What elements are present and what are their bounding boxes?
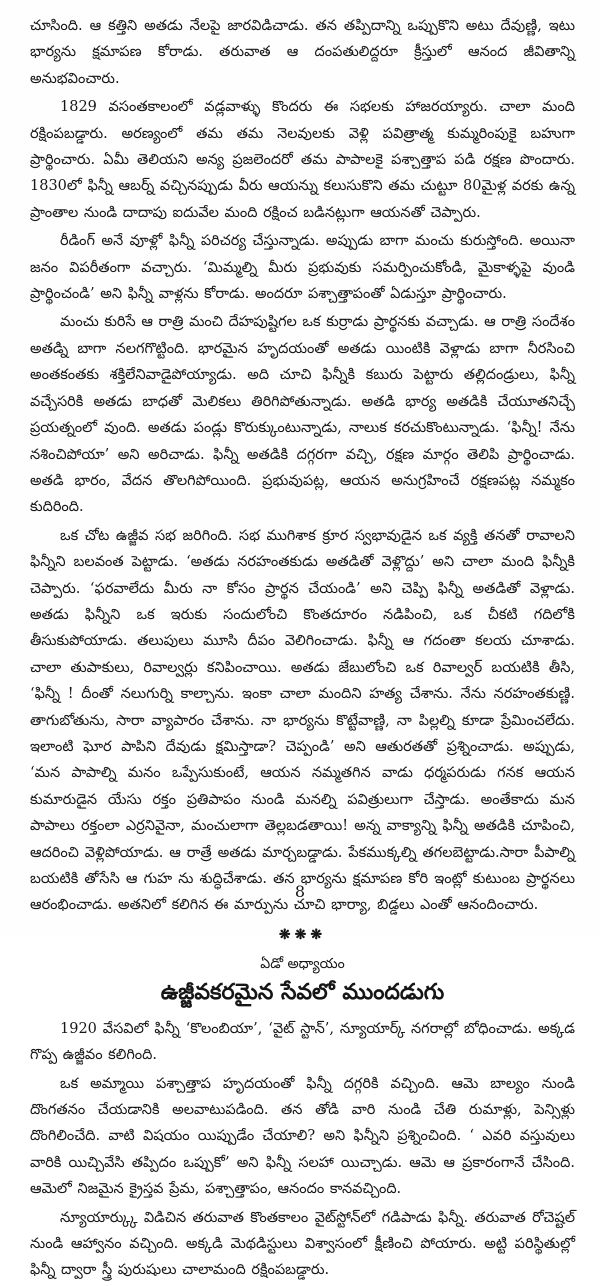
section-divider-ornament-icon: ❋❋❋ (278, 926, 327, 943)
paragraph: ఒక చోట ఉజ్జీవ సభ జరిగింది. సభ ముగిశాక క్రూర స్వభావుడైన ఒక వ్యక్తి తనతో రావాలని ఫిన్నీని బలవంత పెట్టాడు. ‘అతడు నరహంతకుడు అతడితో వెళ్లొద్దు’ అని చాలా మంది ఫిన్నీకి చెప్పారు. ‘ఫరవాలేదు మీరు నా కోసం ప్రార్థన చేయండి’ అని చెప్పి ఫిన్నీ అతడితో వెళ్లాడు. అతడు ఫిన్నీని ఒక ఇరుకు సందులోంచి కొంతదూరం నడిపించి, ఒక చీకటి గదిలోకి తీసుకుపోయాడు. తలుపులు మూసి దీపం వెలిగించాడు. ఫిన్నీ ఆ గదంతా కలయ చూశాడు. చాలా తుపాకులు, రివాల్వర్లు కనిపించాయి. అతడు జేబులోంచి ఒక రివాల్వర్ బయటికి తీసి, ‘ఫిన్నీ ! దీంతో నలుగుర్ని కాల్చాను. ఇంకా చాలా మందిని హత్య చేశాను. నేను నరహంతకుణ్ణి. తాగుబోతును, సారా వ్యాపారం చేశాను. నా భార్యను కొట్టేవాణ్ణి, నా పిల్లల్ని కూడా ప్రేమించలేదు. ఇలాంటి ఘోర పాపిని దేవుడు క్షమిస్తాడా? చెప్పండి’ అని ఆతురతతో ప్రశ్నించాడు. అప్పుడు, ‘మన పాపాల్ని మనం ఒప్పేసుకుంటే, ఆయన నమ్మతగిన వాడు ధర్మపరుడు గనక ఆయన కుమారుడైన యేసు రక్తం ప్రతిపాపం నుండి మనల్ని పవిత్రులుగా చేస్తాడు. అంతేకాదు మన పాపాలు రక్తంలా ఎర్రనివైనా, మంచులాగా తెల్లబడతాయి! అన్న వాక్యాన్ని ఫిన్నీ అతడికి చూపించి, ఆదరించి వెళ్లిపోయాడు. ఆ రాత్రే అతడు మార్చబడ్డాడు. పేకముక్కల్ని తగలబెట్టాడు.సారా పీపాల్ని బయటికి తోసేసి ఆ గుహ ను శుద్ధిచేశాడు. తన భార్యను క్షమాపణ కోరి ఇంట్లో కుటుంబ ప్రార్థనలు ఆరంభించాడు. అతనిలో కలిగిన ఈ మార్పును చూచి భార్యా, బిడ్డలు ఎంతో ఆనందించారు. (30, 527, 575, 914)
chapter-title: ఉజ్జీవకరమైన సేవలో ముందడుగు (160, 978, 445, 1005)
paragraph: 1829 వసంతకాలంలో వడ్లవాళ్ళు కొందరు ఈ సభలకు హాజరయ్యారు. చాలా మంది రక్షింపబడ్డారు. అరణ్యంలో తమ తమ నెలవులకు వెళ్లి పవిత్రాత్మ కుమ్మరింపుకై బహుగా ప్రార్థించారు. ఏమీ తెలియని అన్య ప్రజలెందరో తమ పాపాలకై పశ్చాత్తాప పడి రక్షణ పొందారు. 1830లో ఫిన్నీ ఆబర్న్ వచ్చినప్పుడు వీరు ఆయన్ను కలుసుకొని తమ చుట్టూ 80మైళ్ల వరకు ఉన్న ప్రాంతాల నుండి దాదాపు ఐదువేల మంది రక్షించ బడినట్లుగా ఆయనతో చెప్పారు. (30, 99, 575, 221)
chapter-number-label: ఏడో అధ్యాయం (260, 955, 345, 972)
paragraph: 1920 వేసవిలో ఫిన్నీ ‘కొలంబియా’, ‘వైట్ స్టాన్’, న్యూయార్క్ నగరాల్లో బోధించాడు. అక్కడ గొప్ప ఉజ్జీవం కలిగింది. (30, 1020, 575, 1064)
paragraph: చూసింది. ఆ కత్తిని అతడు నేలపై జారవిడిచాడు. తన తప్పిదాన్ని ఒప్పుకొని అటు దేవుణ్ణి, ఇటు భార్యను క్షమాపణ కోరాడు. తరువాత ఆ దంపతులిద్దరూ క్రీస్తులో ఆనంద జీవితాన్ని అనుభవించారు. (30, 18, 575, 87)
page-body (30, 13, 575, 1286)
paragraph: మంచు కురిసే ఆ రాత్రి మంచి దేహపుష్టిగల ఒక కుర్రాడు ప్రార్థనకు వచ్చాడు. ఆ రాత్రి సందేశం అతడ్ని బాగా నలగగొట్టింది. భారమైన హృదయంతో అతడు యింటికి వెళ్లాడు బాగా నీరసించి అంతకంతకు శక్తిలేనివాడైపోయ్యాడు. అది చూచి ఫిన్నీకి కబురు పెట్టారు తల్లిదండ్రులు, ఫిన్నీ వచ్చేసరికి అతడు బాధతో మెలికలు తిరిగిపోతున్నాడు. అతడి భార్య అతడికి చేయూతనిచ్చే ప్రయత్నంలో వుంది. అతడు పండ్లు కొరుక్కుంటున్నాడు, నాలుక కరచుకొంటున్నాడు. ‘ఫిన్నీ! నేను నశించిపోయా’ అని అరిచాడు. ఫిన్నీ అతడికి దగ్గరగా వచ్చి, రక్షణ మార్గం తెలిపి ప్రార్థించాడు. అతడి భారం, వేదన తొలగిపోయింది. ప్రభువుపట్ల, ఆయన అనుగ్రహించే రక్షణపట్ల నమ్మకం కుదిరింది. (30, 314, 575, 516)
page-number: 8 (294, 882, 306, 901)
paragraph: రీడింగ్ అనే వూళ్లో ఫిన్నీ పరిచర్య చేస్తున్నాడు. అప్పుడు బాగా మంచు కురుస్తోంది. అయినా జనం విపరీతంగా వచ్చారు. ‘మిమ్మల్ని మీరు ప్రభువుకు సమర్పించుకోండి, మైకాళ్ళపై వుండి ప్రార్థించండి’ అని ఫిన్నీ వాళ్లను కోరాడు. అందరూ పశ్చాత్తాపంతో ఏడుస్తూ ప్రార్థించారు. (30, 233, 575, 303)
paragraph: న్యూయార్క్కు విడిచిన తరువాత కొంతకాలం వైట్‌స్టోన్‌లో గడిపాడు ఫిన్నీ. తరువాత రోచెష్టల్ నుండి ఆహ్వానం వచ్చింది. అక్కడి మెథడిస్టులు విశ్వాసంలో క్షీణించి పోయారు. అట్టి పరిస్థితుల్లో ఫిన్నీ ద్వారా స్త్రీ పురుషులు చాలామంది రక్షింపబడ్డారు. (30, 1209, 575, 1279)
paragraph: ఒక అమ్మాయి పశ్చాత్తాప హృదయంతో ఫిన్నీ దగ్గరికి వచ్చింది. ఆమె బాల్యం నుండి దొంగతనం చేయడానికి అలవాటుపడింది. తన తోడి వారి నుండి చేతి రుమాళ్లు, పెన్సిళ్లు దొంగిలించేది. వాటి విషయం యిప్పుడేం చేయాలి? అని ఫిన్నీని ప్రశ్నించింది. ‘ ఎవరి వస్తువులు వారికి యిచ్చివేసి తప్పిదం ఒప్పుకో’ అని ఫిన్నీ సలహా యిచ్చాడు. ఆమె ఆ ప్రకారంగానే చేసింది. ఆమెలో నిజమైన క్రైస్తవ ప్రేమ, పశ్చాత్తాపం, ఆనందం కానవచ్చింది. (30, 1075, 575, 1198)
